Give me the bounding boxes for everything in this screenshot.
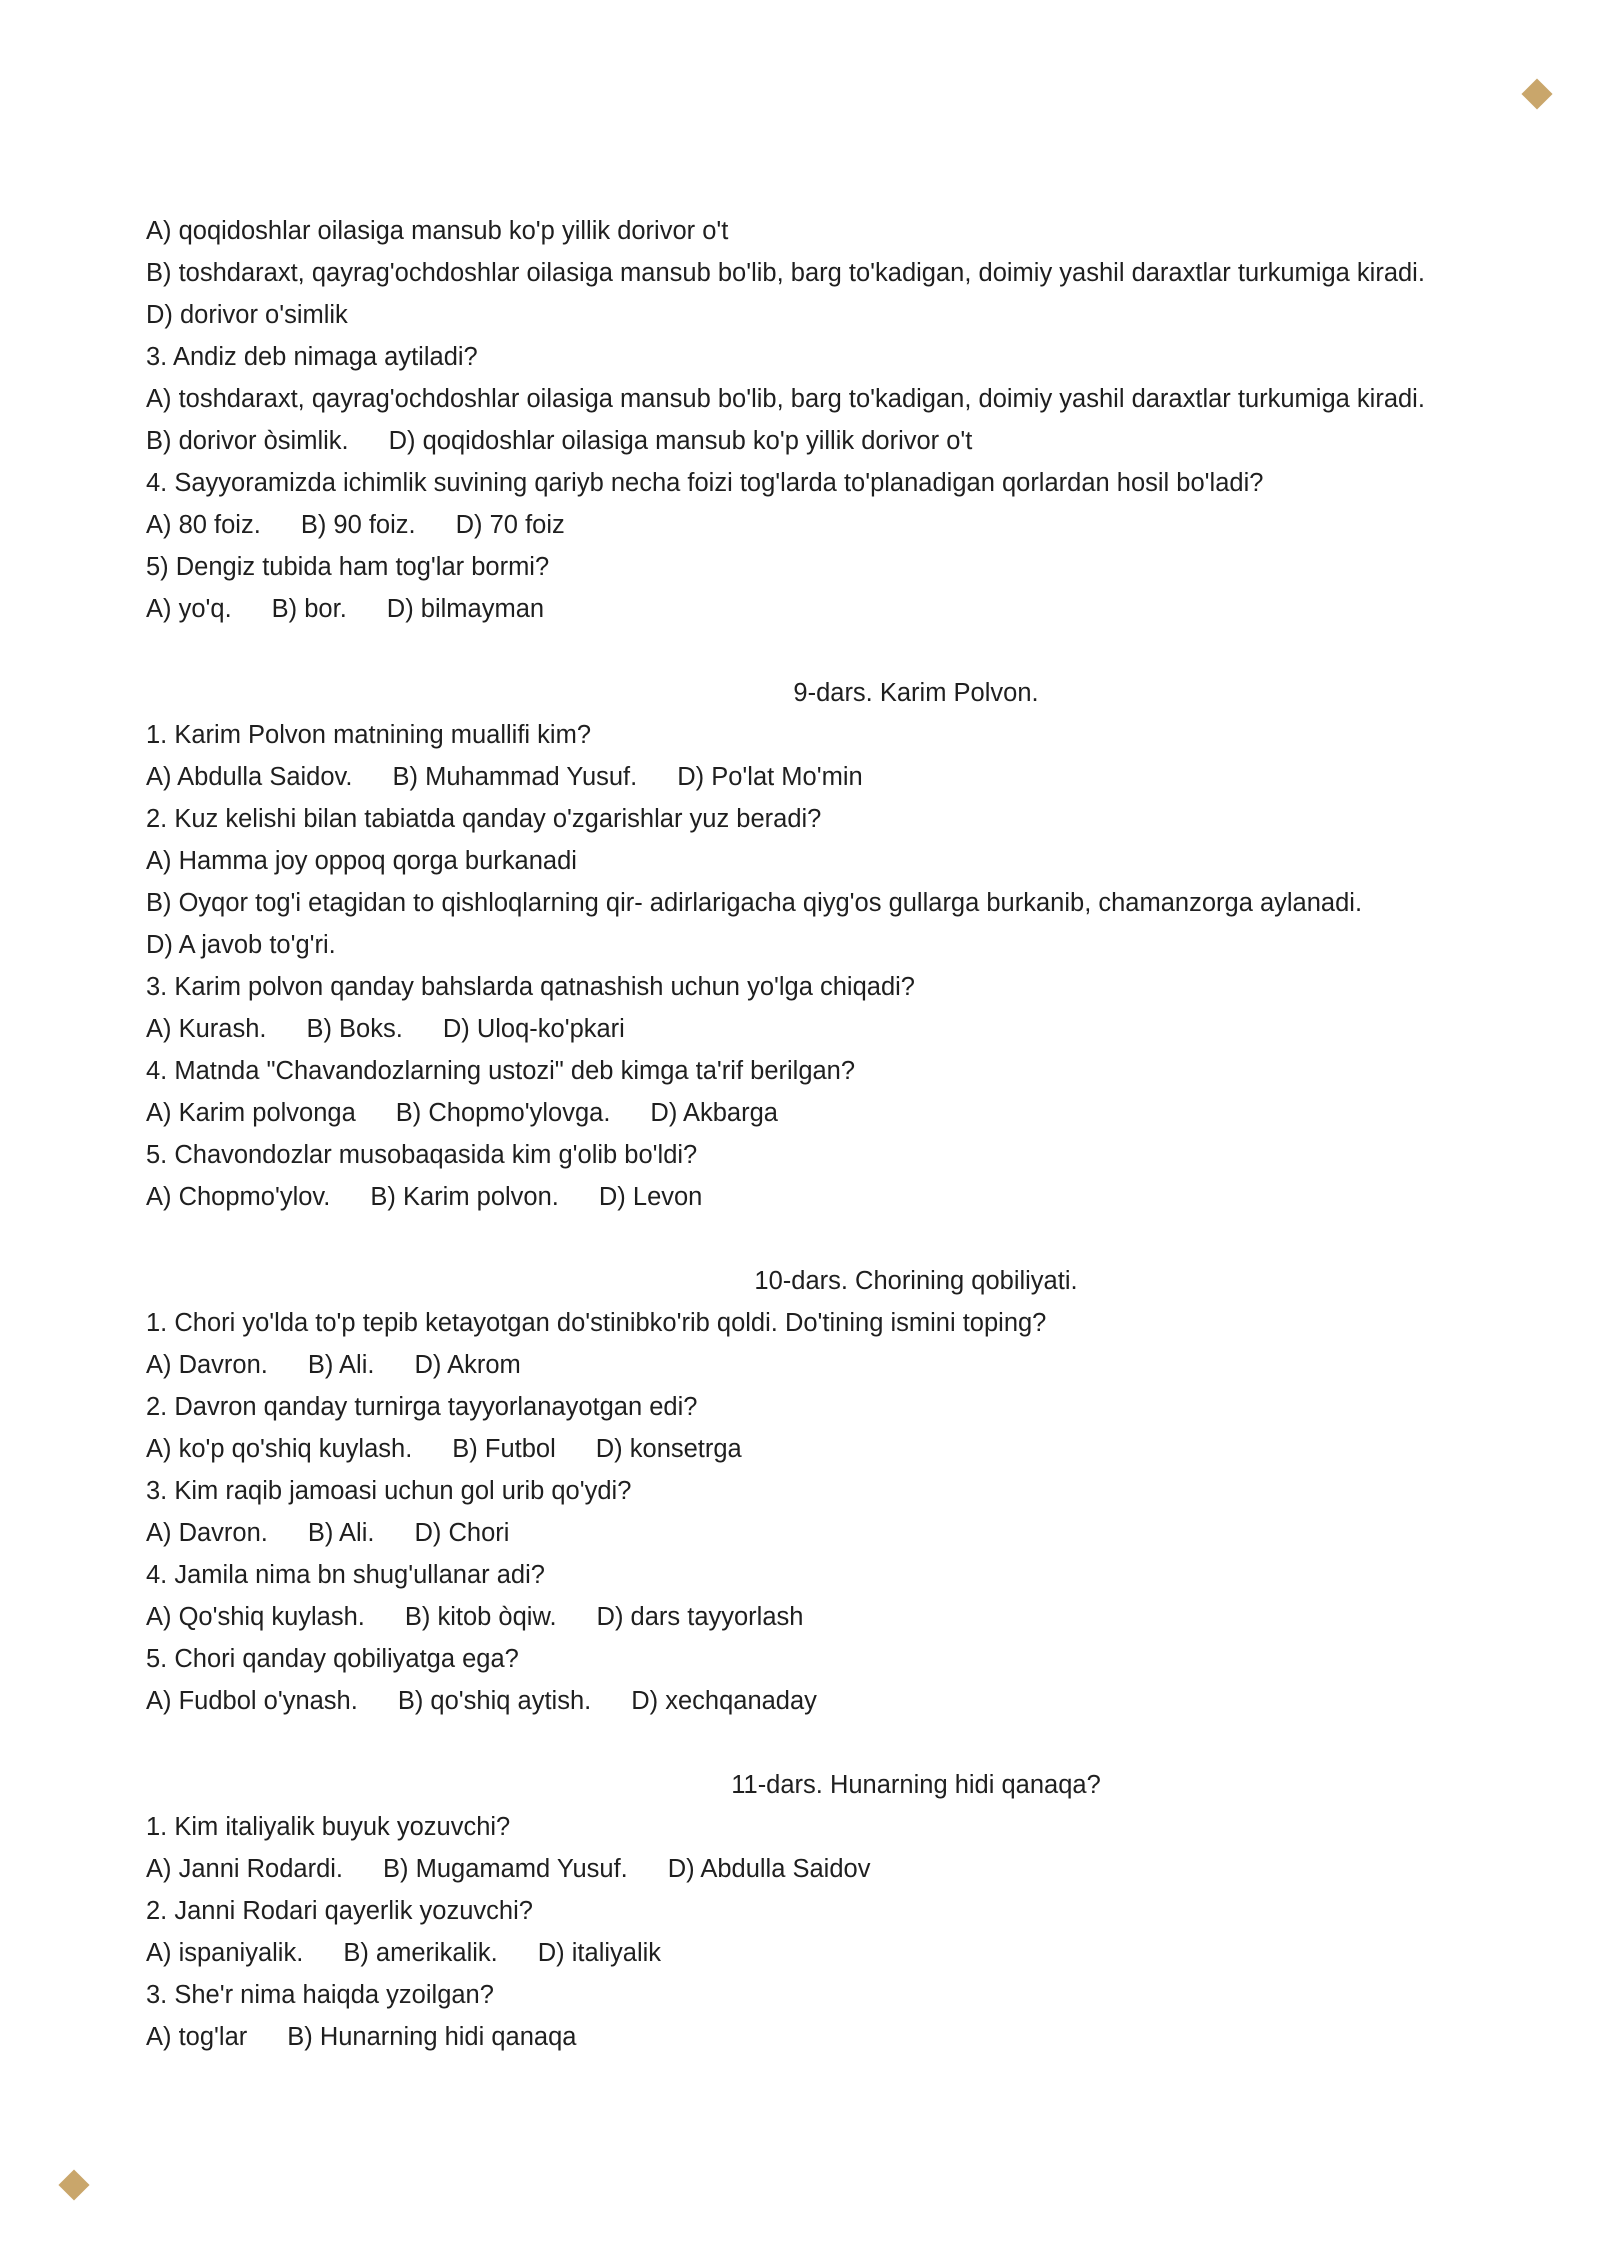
options-row	[146, 1932, 1466, 1974]
option: B) amerikalik.	[343, 1939, 498, 1967]
answer-line: A) toshdaraxt, qayrag'ochdoshlar oilasiga mansub bo'lib, barg to'kadigan, doimiy yashil daraxtlar turkumiga kiradi.	[146, 385, 1425, 413]
options-row	[146, 756, 1466, 798]
diamond-icon	[1521, 78, 1552, 109]
option: A) 80 foiz.	[146, 511, 261, 539]
option: B) bor.	[271, 595, 347, 623]
option: D) konsetrga	[595, 1435, 742, 1463]
option: D) Chori	[414, 1519, 510, 1547]
options-row	[146, 1512, 1466, 1554]
options-row	[146, 1680, 1466, 1722]
option: D) qoqidoshlar oilasiga mansub ko'p yillik dorivor o't	[388, 427, 973, 455]
answer-line: B) toshdaraxt, qayrag'ochdoshlar oilasiga mansub bo'lib, barg to'kadigan, doimiy yashil daraxtlar turkumiga kiradi.	[146, 259, 1425, 287]
question-line: 2. Davron qanday turnirga tayyorlanayotgan edi?	[146, 1393, 698, 1421]
options-row	[146, 588, 1466, 630]
option: A) Davron.	[146, 1351, 268, 1379]
option: B) Futbol	[452, 1435, 556, 1463]
option: D) Akrom	[414, 1351, 521, 1379]
answer-line: D) A javob to'g'ri.	[146, 931, 336, 959]
option: A) Davron.	[146, 1519, 268, 1547]
option: D) Levon	[598, 1183, 703, 1211]
option: A) ko'p qo'shiq kuylash.	[146, 1435, 413, 1463]
options-row	[146, 1596, 1466, 1638]
option: D) italiyalik	[537, 1939, 662, 1967]
option: D) bilmayman	[386, 595, 545, 623]
options-row	[146, 2016, 1466, 2058]
option: A) ispaniyalik.	[146, 1939, 304, 1967]
option: A) Chopmo'ylov.	[146, 1183, 331, 1211]
lesson-heading: 11-dars. Hunarning hidi qanaqa?	[731, 1771, 1101, 1799]
option: B) qo'shiq aytish.	[397, 1687, 592, 1715]
question-line: 4. Matnda "Chavandozlarning ustozi" deb kimga ta'rif berilgan?	[146, 1057, 856, 1085]
question-line: 2. Janni Rodari qayerlik yozuvchi?	[146, 1897, 533, 1925]
option: D) 70 foiz	[455, 511, 565, 539]
option: D) Akbarga	[650, 1099, 778, 1127]
options-row	[146, 1008, 1466, 1050]
question-line: 5. Chavondozlar musobaqasida kim g'olib bo'ldi?	[146, 1141, 698, 1169]
question-line: 3. Andiz deb nimaga aytiladi?	[146, 343, 478, 371]
option: D) Po'lat Mo'min	[677, 763, 863, 791]
option: B) 90 foiz.	[300, 511, 416, 539]
options-row	[146, 1092, 1466, 1134]
answer-line: B) Oyqor tog'i etagidan to qishloqlarning qir- adirlarigacha qiyg'os gullarga burkanib, chamanzorga aylanadi.	[146, 889, 1363, 917]
option: B) Chopmo'ylovga.	[395, 1099, 611, 1127]
option: D) xechqanaday	[631, 1687, 817, 1715]
options-row	[146, 1848, 1466, 1890]
answer-line: A) Hamma joy oppoq qorga burkanadi	[146, 847, 577, 875]
option: A) tog'lar	[146, 2023, 248, 2051]
question-line: 5) Dengiz tubida ham tog'lar bormi?	[146, 553, 550, 581]
option: A) yo'q.	[146, 595, 232, 623]
diamond-icon	[58, 2169, 89, 2200]
lesson-heading: 9-dars. Karim Polvon.	[793, 679, 1039, 707]
answer-line: D) dorivor o'simlik	[146, 301, 348, 329]
option: B) Hunarning hidi qanaqa	[287, 2023, 577, 2051]
option: D) Abdulla Saidov	[667, 1855, 871, 1883]
answer-line: A) qoqidoshlar oilasiga mansub ko'p yillik dorivor o't	[146, 217, 729, 245]
question-line: 4. Jamila nima bn shug'ullanar adi?	[146, 1561, 545, 1589]
option: B) dorivor òsimlik.	[146, 427, 349, 455]
option: A) Qo'shiq kuylash.	[146, 1603, 365, 1631]
question-line: 3. She'r nima haiqda yzoilgan?	[146, 1981, 494, 2009]
question-line: 1. Kim italiyalik buyuk yozuvchi?	[146, 1813, 511, 1841]
option: A) Abdulla Saidov.	[146, 763, 353, 791]
question-line: 5. Chori qanday qobiliyatga ega?	[146, 1645, 519, 1673]
question-line: 2. Kuz kelishi bilan tabiatda qanday o'zgarishlar yuz beradi?	[146, 805, 822, 833]
options-row	[146, 1344, 1466, 1386]
question-line: 3. Karim polvon qanday bahslarda qatnashish uchun yo'lga chiqadi?	[146, 973, 915, 1001]
options-row	[146, 420, 1466, 462]
question-line: 3. Kim raqib jamoasi uchun gol urib qo'ydi?	[146, 1477, 632, 1505]
options-row	[146, 1176, 1466, 1218]
option: B) Karim polvon.	[370, 1183, 559, 1211]
options-row	[146, 504, 1466, 546]
option: A) Kurash.	[146, 1015, 267, 1043]
option: B) Muhammad Yusuf.	[392, 763, 638, 791]
option: B) Ali.	[307, 1519, 375, 1547]
question-line: 1. Karim Polvon matnining muallifi kim?	[146, 721, 592, 749]
document-page	[146, 210, 1466, 2058]
option: A) Karim polvonga	[146, 1099, 356, 1127]
option: A) Fudbol o'ynash.	[146, 1687, 358, 1715]
options-row	[146, 1428, 1466, 1470]
option: A) Janni Rodardi.	[146, 1855, 344, 1883]
option: B) Mugamamd Yusuf.	[383, 1855, 628, 1883]
question-line: 1. Chori yo'lda to'p tepib ketayotgan do'stinibko'rib qoldi. Do'tining ismini toping?	[146, 1309, 1047, 1337]
lesson-heading: 10-dars. Chorining qobiliyati.	[754, 1267, 1078, 1295]
question-line: 4. Sayyoramizda ichimlik suvining qariyb necha foizi tog'larda to'planadigan qorlardan hosil bo'ladi?	[146, 469, 1264, 497]
option: D) dars tayyorlash	[596, 1603, 804, 1631]
option: B) kitob òqiw.	[404, 1603, 557, 1631]
option: D) Uloq-ko'pkari	[442, 1015, 625, 1043]
option: B) Ali.	[307, 1351, 375, 1379]
option: B) Boks.	[306, 1015, 403, 1043]
